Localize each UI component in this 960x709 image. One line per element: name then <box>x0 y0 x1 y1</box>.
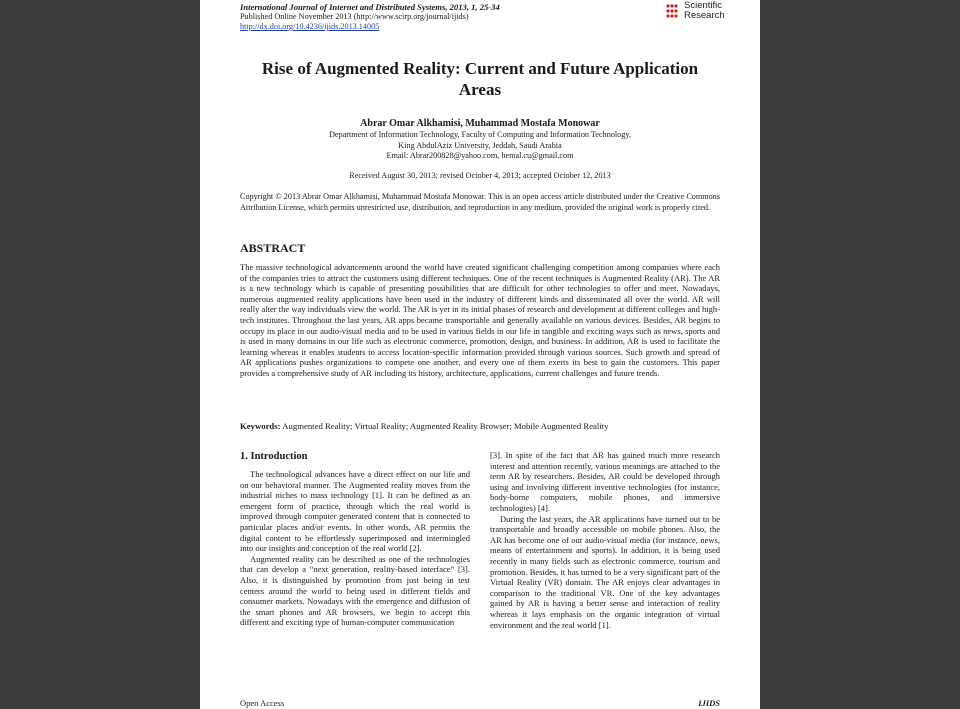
paper-page <box>200 0 760 709</box>
scirp-logo-icon <box>664 3 680 19</box>
abstract-heading: ABSTRACT <box>240 241 306 255</box>
keywords-text: Augmented Reality; Virtual Reality; Augmented Reality Browser; Mobile Augmented Reality <box>282 421 609 431</box>
received-dates: Received August 30, 2013; revised October 4, 2013; accepted October 12, 2013 <box>349 171 611 180</box>
intro-paragraph-3: [3]. In spite of the fact that AR has gained much more research interest and attention recently, various meanings are attached to the term AR by researchers. Besides, AR could be developed through using and involving different inventive technologies (for instance, body-borne computers, mobile phones, and immersive technologies) [4]. <box>490 450 720 513</box>
doi-link[interactable]: http://dx.doi.org/10.4236/ijids.2013.14005 <box>240 22 380 31</box>
journal-header: International Journal of Internet and Distributed Systems, 2013, 1, 25-34 <box>240 2 500 12</box>
copyright-notice: Copyright © 2013 Abrar Omar Alkhamisi, Muhammad Mostafa Monowar. This is an open access article distributed under the Creative Commons Attribution License, which permits unrestricted use, distribution, and reproduction in any medium, provided the original work is properly cited. <box>240 192 720 212</box>
publication-info: Published Online November 2013 (http://www.scirp.org/journal/ijids) <box>240 12 469 21</box>
keywords <box>240 421 720 431</box>
intro-paragraph-1: The technological advances have a direct effect on our life and on our behavioral manner. The Augmented reality moves from the industrial niches to mass technology [1]. It can be defined as an emergent form of practice, through which the real world is improved through computer generated content that is connected to particular places and/or events. In other words, AR permits the digital content to be effortlessly superimposed and intermingled into our insights and conception of the real world [2]. <box>240 469 470 554</box>
affiliation-email: Email: Abrar200828@yahoo.com, hemal.cu@gmail.com <box>386 151 574 161</box>
authors: Abrar Omar Alkhamisi, Muhammad Mostafa Monowar <box>360 118 600 129</box>
intro-paragraph-4: During the last years, the AR applications have turned out to be transportable and broadly accessible on mobile phones. Also, the AR has become one of our audio-visual media (for instance, news, means of entertainment and sports). In addition, it is being used recently in many fields such as electronic commerce, tourism and promotion. Besides, it has turned to be a very significant part of the Virtual Reality (VR) domain. The AR enjoys clear advantages in comparison to the traditional VR. One of the key advantages gained by AR is having a better sense and interaction of reality whereas it lays emphasis on the organic integration of virtual environment and the real world [1]. <box>490 513 720 630</box>
affiliation-line-2: King AbdulAziz University, Jeddah, Saudi Arabia <box>398 140 562 150</box>
logo-wordmark <box>684 1 725 20</box>
footer-journal-abbrev: IJIDS <box>698 698 720 708</box>
footer-open-access: Open Access <box>240 698 285 708</box>
logo-line-2: Research <box>684 9 725 21</box>
paper-title: Rise of Augmented Reality: Current and Future Application Areas <box>261 59 699 99</box>
abstract-text: The massive technological advancements around the world have created significant challenging competition among companies where each of the companies tries to attract the customers using different techniques. One of the recent techniques is Augmented Reality (AR). The AR is a new technology which is capable of presenting possibilities that are difficult for other technologies to offer and meet. Nowadays, numerous augmented reality applications have been used in the industry of different kinds and disseminated all over the world. AR will really alter the way individuals view the world. The AR is yet in its initial phases of research and development at different colleges and high-tech institutes. Throughout the last years, AR apps became transportable and generally available on various devices. Besides, AR begins to occupy its place in our audio-visual media and to be used in various fields in our life in tangible and exciting ways such as news, sports and is used in many domains in our life such as electronic commerce, promotion, design, and business. In addition, AR is used to facilitate the learning whereas it enables students to access location-specific information provided through various sources. Such growth and spread of AR applications pushes organizations to compete one another, and every one of them exerts its best to gain the customers. This paper provides a comprehensive study of AR including its history, architecture, applications, current challenges and future trends. <box>240 262 720 378</box>
affiliation <box>240 130 720 162</box>
publisher-logo <box>664 1 725 20</box>
affiliation-line-1: Department of Information Technology, Faculty of Computing and Information Technology, <box>329 130 631 139</box>
right-column <box>490 450 720 630</box>
section-heading-introduction: 1. Introduction <box>240 451 308 462</box>
keywords-label: Keywords: <box>240 421 281 431</box>
logo-line-1: Scientific <box>684 0 723 11</box>
left-column <box>240 450 470 628</box>
intro-paragraph-2: Augmented reality can be described as one of the technologies that can develop a “next generation, reality-based interface” [3]. Also, it is distinguished by promotion from just being in test centers around the world to being used in different fields and consumer markets. Nowadays with the emergence and diffusion of the smart phones and AR browsers, we begin to accept this different and exciting type of human-computer communication <box>240 553 470 628</box>
